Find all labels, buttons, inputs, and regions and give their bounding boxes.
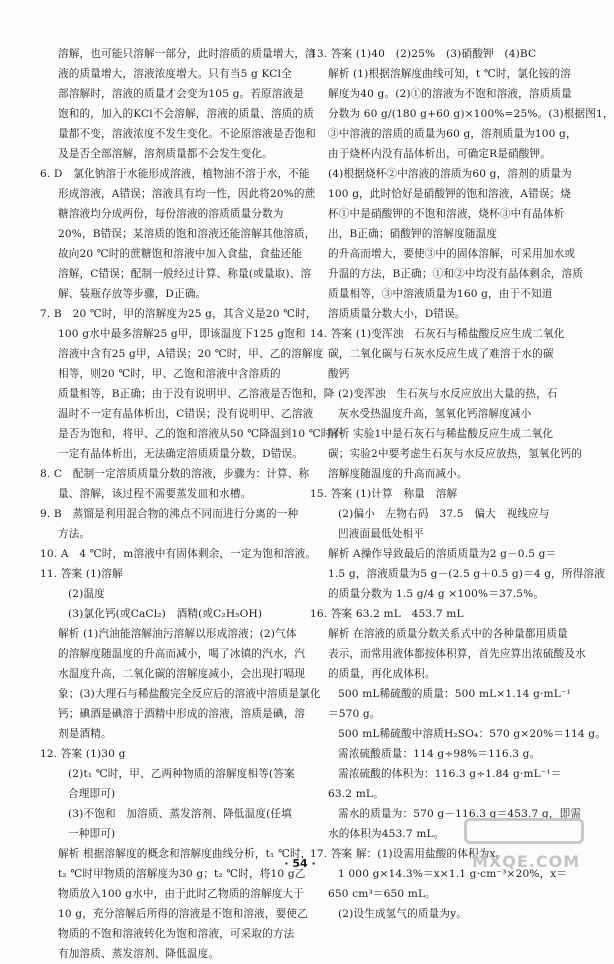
watermark-text: MXQE.COM	[472, 852, 581, 871]
text-line: 解析 (1)根据溶解度曲线可知，t ℃时，氯化铵的溶	[328, 68, 572, 80]
text-line: 9. B 蒸馏是利用混合物的沸点不同而进行分离的一种	[40, 508, 299, 520]
text-line: 溶液中含有25 g甲，A错误；20 ℃时，甲、乙的溶解度	[58, 348, 324, 360]
text-line: 象；(3)大理石与稀盐酸完全反应后的溶液中溶质是氯化	[58, 688, 321, 700]
text-line: 有加溶质、蒸发溶剂、降低温度。	[58, 948, 220, 960]
text-line: (2)偏小 左物右码 37.5 偏大 视线应与	[338, 508, 550, 520]
text-line: 15. 答案 (1)计算 称量 溶解	[310, 488, 458, 500]
text-line: 合理即可)	[68, 788, 116, 800]
text-line: (4)根据烧杯②中溶液的溶质为60 g，溶剂的质量为	[328, 168, 572, 180]
text-line: 质量相等，③中溶液质量为160 g，由于不知道	[328, 288, 553, 300]
text-line: (2)t₁ ℃时，甲、乙两种物质的溶解度相等(答案	[68, 768, 295, 780]
text-line: 解析 在溶液的质量分数关系式中的各种量都用质量	[328, 628, 568, 640]
text-line: 故向20 ℃时的蔗糖饱和溶液中加入食盐，食盐还能	[58, 248, 303, 260]
text-line: 形成溶液，A错误；溶液具有均一性，因此将20%的蔗	[58, 188, 316, 200]
text-line: 溶质质量分数大小，D错误。	[328, 308, 466, 320]
text-line: 量都不变，溶液浓度不发生变化。不论原溶液是否饱和	[58, 128, 316, 140]
text-line: 100 g水中最多溶解25 g甲，即该温度下125 g饱和	[58, 328, 306, 340]
right-column	[310, 44, 614, 924]
text-line: 是否为饱和，将甲、乙的饱和溶液从50 ℃降温到10 ℃时不	[58, 428, 343, 440]
text-line: 物质的不饱和溶液转化为饱和溶液，可采取的方法	[58, 928, 295, 940]
text-line: 12. 答案 (1)30 g	[40, 748, 126, 760]
text-line: 解析 (1)汽油能溶解油污溶解以形成溶液；(2)气体	[58, 628, 297, 640]
watermark-logo	[464, 814, 588, 878]
text-line: 灰水受热温度升高，氢氧化钙溶解度减小	[338, 408, 532, 420]
text-line: t₂ ℃时甲物质的溶解度为30 g；t₂ ℃时，将10 g乙	[58, 868, 306, 880]
text-line: 1.5 g，溶液质量为5 g－(2.5 g＋0.5 g)＝4 g，所得溶液	[328, 568, 605, 580]
text-line: 一定有晶体析出，无法确定溶质质量分数，D错误。	[58, 448, 304, 460]
text-line: 16. 答案 63.2 mL 453.7 mL	[310, 608, 464, 620]
text-line: 碳，二氧化碳与石灰水反应生成了难溶于水的碳	[328, 348, 554, 360]
text-line: 质量相等，B正确；由于没有说明甲、乙溶液是否饱和，降	[58, 388, 335, 400]
text-line: 6. D 氯化钠溶于水能形成溶液，植物油不溶于水，不能	[40, 168, 310, 180]
page-number: · 54 ·	[284, 857, 316, 870]
text-line: 杯①中是硝酸钾的不饱和溶液，烧杯③中有晶体析	[328, 208, 565, 220]
text-line: 500 mL稀硫酸中溶质H₂SO₄：570 g×20%＝114 g。	[338, 728, 606, 740]
text-line: 碳；实验2中要考虑生石灰与水反应放热，氢氧化钙的	[328, 448, 582, 460]
text-line: (3)氯化钙(或CaCl₂) 酒精(或C₂H₅OH)	[68, 608, 263, 620]
text-line: 液的质量增大，溶液浓度增大。只有当5 g KCl全	[58, 68, 292, 80]
text-line: 及是否全部溶解，溶剂质量都不会发生变化。	[58, 148, 273, 160]
text-line: 17. 答案 解：(1)设需用盐酸的体积为x。	[310, 848, 507, 860]
text-line: 13. 答案 (1)40 (2)25% (3)硝酸钾 (4)BC	[310, 48, 537, 60]
text-line: 的溶解度随温度的升高而减小，喝了冰镇的汽水，汽	[58, 648, 306, 660]
text-line: 500 mL稀硫酸的质量：500 mL×1.14 g·mL⁻¹	[338, 688, 572, 700]
text-line: 650 cm³＝650 mL。	[328, 888, 436, 900]
text-line: 表示，而常用液体都按体积算，首先应算出浓硫酸及水	[328, 648, 586, 660]
text-line: 温时不一定有晶体析出，C错误；没有说明甲、乙溶液	[58, 408, 314, 420]
text-line: 解度为40 g。(2)①的溶液为不饱和溶液，溶质质量	[328, 88, 572, 100]
text-line: 解析 A操作导致最后的溶质质量为2 g－0.5 g＝	[328, 548, 557, 560]
text-line: ＝570 g。	[328, 708, 381, 720]
text-line: 7. B 20 ℃时，甲的溶解度为25 g，其含义是20 ℃时，	[40, 308, 317, 320]
text-line: 方法。	[58, 528, 91, 540]
text-line: 14. 答案 (1)变浑浊 石灰石与稀盐酸反应生成二氧化	[310, 328, 565, 340]
text-line: (2)温度	[68, 588, 105, 600]
text-line: 升温的方法，B正确；①和②中均没有晶体剩余，溶质	[328, 268, 584, 280]
text-line: 需浓硫酸质量：114 g÷98%＝116.3 g。	[338, 748, 541, 760]
text-line: 相等，则20 ℃时，甲、乙饱和溶液中含溶质的	[58, 368, 281, 380]
watermark-badge	[464, 818, 584, 844]
text-line: (3)不饱和 加溶质、蒸发溶剂、降低温度(任填	[68, 808, 292, 820]
text-line: ③中溶液的溶质的质量为60 g，溶剂质量为100 g，	[328, 128, 577, 140]
text-line: 8. C 配制一定溶质质量分数的溶液，步骤为：计算、称	[40, 468, 310, 480]
text-line: 分数为 60 g/(180 g+60 g)×100%=25%。(3)根据图1，	[328, 108, 614, 120]
text-line: 需浓硫酸的体积为：116.3 g÷1.84 g·mL⁻¹＝	[338, 768, 562, 780]
text-line: 水温度升高，二氧化碳的溶解度减小，会出现打嗝现	[58, 668, 306, 680]
text-line: 100 g，此时恰好是硝酸钾的饱和溶液，A错误；烧	[328, 188, 572, 200]
text-line: 饱和的，加入的KCl不会溶解，溶液的质量、溶质的质	[58, 108, 314, 120]
text-line: 水的体积为453.7 mL。	[328, 828, 445, 840]
text-line: 11. 答案 (1)溶解	[40, 568, 123, 580]
text-line: 凹液面最低处相平	[338, 528, 424, 540]
text-line: (2)变浑浊 生石灰与水反应放出大量的热，石	[338, 388, 558, 400]
text-line: 63.2 mL。	[328, 788, 384, 800]
text-line: 的质量分数为 1.5 g/4 g ×100%＝37.5%。	[328, 588, 545, 600]
text-line: 的质量，再化成体积。	[328, 668, 436, 680]
text-line: 剂是酒精。	[58, 728, 112, 740]
text-line: 10 g，充分溶解后所得的溶液是不饱和溶液，要使乙	[58, 908, 308, 920]
text-line: 由于烧杯内没有晶体析出，可确定R是硝酸钾。	[328, 148, 551, 160]
text-line: 解、装瓶存放等步骤，D正确。	[58, 288, 207, 300]
text-line: 解析 实验1中是石灰石与稀盐酸反应生成二氧化	[328, 428, 554, 440]
text-line: 需水的质量为：570 g－116.3 g＝453.7 g，即需	[338, 808, 582, 820]
text-line: 20%，B错误；某溶质的饱和溶液还能溶解其他溶质，	[58, 228, 316, 240]
text-line: 溶解度随温度的升高而减小。	[328, 468, 468, 480]
text-line: 溶解，C错误；配制一般经过计算、称量(或量取)、溶	[58, 268, 312, 280]
text-line: 部溶解时，溶液的质量才会变为105 g。若原溶液是	[58, 88, 304, 100]
text-line: 量、溶解，该过程不需要蒸发皿和水槽。	[58, 488, 252, 500]
text-line: 的升高而增大，要使③中的固体溶解，可采用加水或	[328, 248, 576, 260]
text-line: 钙；碘酒是碘溶于酒精中形成的溶液，溶质是碘，溶	[58, 708, 306, 720]
text-line: 解析 根据溶解度的概念和溶解度曲线分析，t₁ ℃时，	[58, 848, 312, 860]
text-line: 物质放入100 g水中，由于此时乙物质的溶解度大于	[58, 888, 304, 900]
text-line: 溶解，也可能只溶解一部分，此时溶质的质量增大，溶	[58, 48, 316, 60]
text-line: 1 000 g×14.3%＝x×1.1 g·cm⁻³×20%，x＝	[338, 868, 568, 880]
text-line: 一种即可)	[68, 828, 116, 840]
text-line: 酸钙	[328, 368, 350, 380]
text-line: 10. A 4 ℃时，m溶液中有固体剩余，一定为饱和溶液。	[40, 548, 317, 560]
text-line: 出，B正确；硝酸钾的溶解度随温度	[328, 228, 498, 240]
text-line: 糖溶液均分成两份，每份溶液的溶质质量分数为	[58, 208, 284, 220]
text-line: (2)设生成氢气的质量为y。	[338, 908, 468, 920]
